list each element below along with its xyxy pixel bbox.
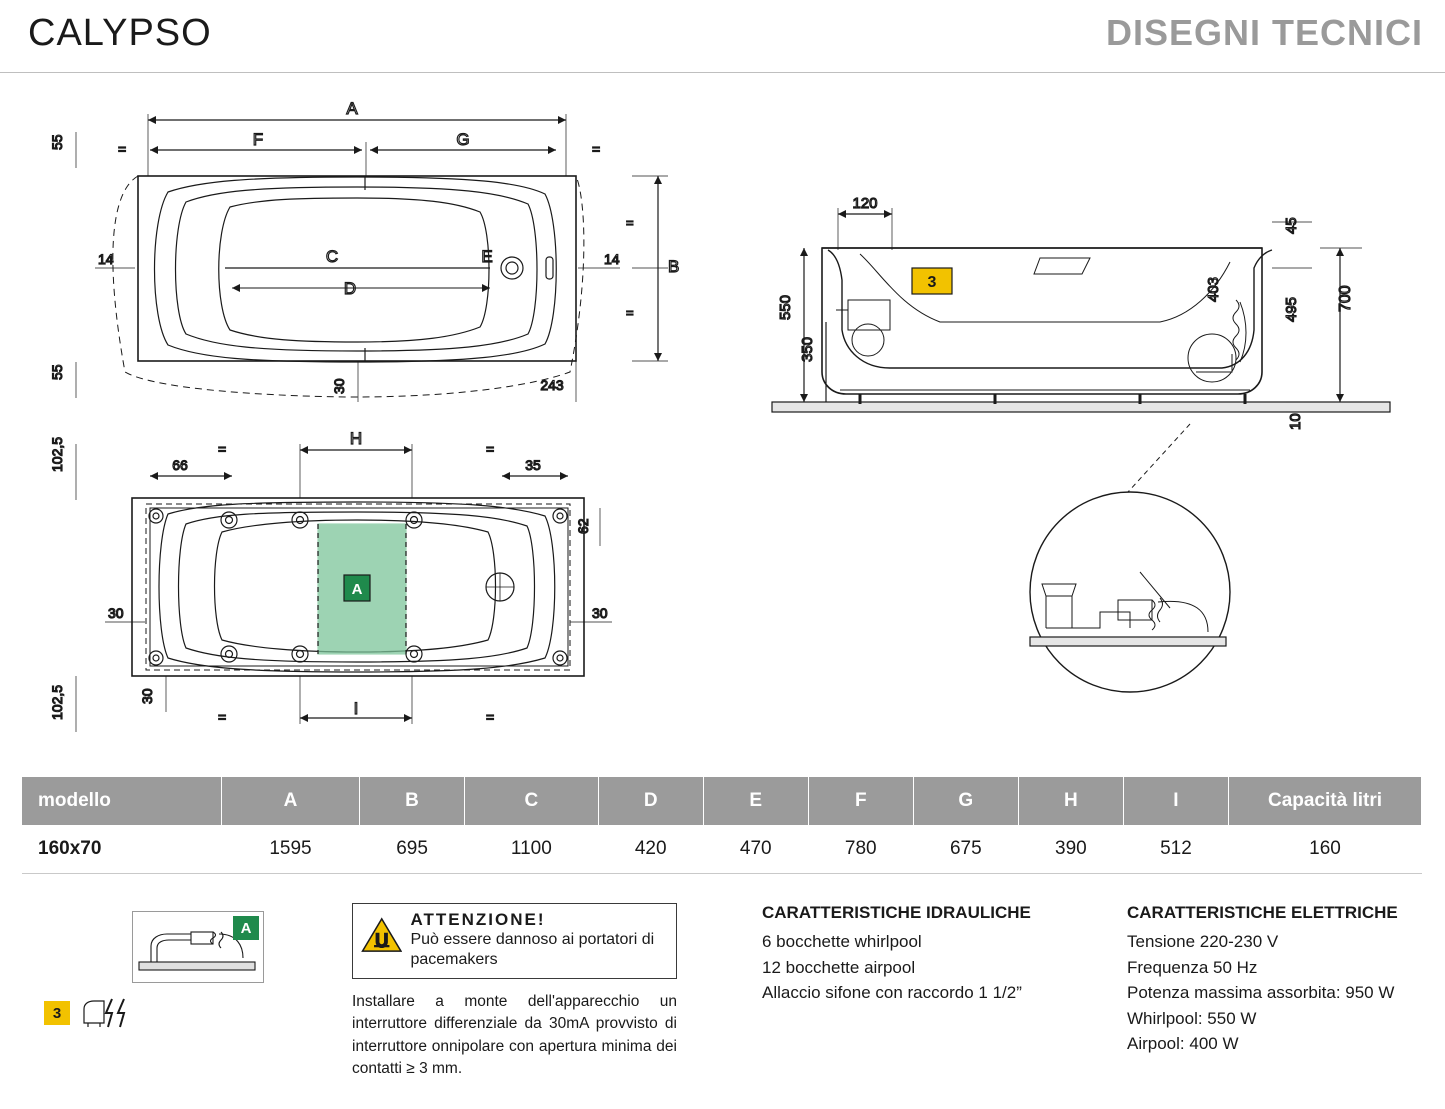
electric-shock-icon xyxy=(78,995,130,1033)
table-header-capacity: Capacità litri xyxy=(1229,777,1422,825)
electric-line-5: Airpool: 400 W xyxy=(1127,1034,1239,1053)
svg-text:14: 14 xyxy=(604,251,620,267)
svg-text:45: 45 xyxy=(1283,217,1300,234)
svg-text:30: 30 xyxy=(108,605,124,621)
svg-text:=: = xyxy=(486,709,495,725)
table-header-a: A xyxy=(222,777,360,825)
legend-three-badge: 3 xyxy=(44,1001,70,1025)
table-header-i: I xyxy=(1123,777,1228,825)
cell-i: 512 xyxy=(1123,825,1228,874)
svg-text:C: C xyxy=(325,247,339,266)
legend-detail-box xyxy=(132,911,264,983)
drawing-svg xyxy=(0,72,1445,762)
svg-text:495: 495 xyxy=(1283,296,1300,322)
svg-text:=: = xyxy=(218,709,227,725)
svg-text:=: = xyxy=(592,141,601,157)
table-header-c: C xyxy=(465,777,599,825)
svg-text:66: 66 xyxy=(172,457,188,473)
svg-text:G: G xyxy=(456,130,470,149)
svg-text:=: = xyxy=(626,305,634,320)
hydraulic-line-2: 12 bocchette airpool xyxy=(762,957,916,977)
svg-text:D: D xyxy=(343,279,357,298)
cell-modello: 160x70 xyxy=(22,825,222,874)
page-title: CALYPSO xyxy=(28,12,212,54)
electric-line-4: Whirlpool: 550 W xyxy=(1127,1008,1257,1028)
dimensions-table xyxy=(22,777,1422,874)
cell-b: 695 xyxy=(360,825,465,874)
svg-text:30: 30 xyxy=(331,378,347,394)
cell-g: 675 xyxy=(913,825,1018,874)
svg-text:62: 62 xyxy=(575,518,591,534)
warning-block xyxy=(352,903,677,1081)
svg-text:=: = xyxy=(118,141,127,157)
svg-text:550: 550 xyxy=(777,294,794,320)
table-header-b: B xyxy=(360,777,465,825)
svg-text:B: B xyxy=(668,257,680,276)
svg-text:102,5: 102,5 xyxy=(49,684,65,720)
svg-text:30: 30 xyxy=(139,688,155,704)
svg-text:=: = xyxy=(626,215,634,230)
electric-line-1: Tensione 220-230 V xyxy=(1127,932,1279,951)
cell-h: 390 xyxy=(1018,825,1123,874)
electric-line-2: Frequenza 50 Hz xyxy=(1127,957,1258,977)
svg-text:A: A xyxy=(351,581,363,598)
table-header-h: H xyxy=(1018,777,1123,825)
cell-capacity: 160 xyxy=(1229,825,1422,874)
svg-text:350: 350 xyxy=(799,336,816,362)
cell-e: 470 xyxy=(703,825,808,874)
technical-drawings xyxy=(0,72,1445,762)
svg-text:=: = xyxy=(486,441,495,457)
electric-line-3: Potenza massima assorbita: 950 W xyxy=(1127,983,1395,1002)
svg-text:30: 30 xyxy=(592,605,608,621)
page-header xyxy=(0,0,1445,73)
svg-text:120: 120 xyxy=(852,195,878,212)
svg-text:403: 403 xyxy=(1205,276,1222,302)
page-subtitle: DISEGNI TECNICI xyxy=(1105,12,1423,53)
bottom-info xyxy=(22,893,1432,1093)
electric-specs xyxy=(1127,903,1445,1057)
electric-heading: CARATTERISTICHE ELETTRICHE xyxy=(1127,903,1398,922)
warning-body: Installare a monte dell'apparecchio un interruttore differenziale da 30mA provvisto di interruttore onnipolare con apertura minima dei contatti ≥ 3 mm. xyxy=(352,993,677,1078)
hydraulic-specs xyxy=(762,903,1112,1006)
hydraulic-line-1: 6 bocchette whirlpool xyxy=(762,932,922,951)
cell-d: 420 xyxy=(598,825,703,874)
svg-text:=: = xyxy=(218,441,227,457)
svg-text:3: 3 xyxy=(927,274,937,291)
svg-text:14: 14 xyxy=(98,251,114,267)
svg-text:55: 55 xyxy=(49,134,65,150)
table-header-d: D xyxy=(598,777,703,825)
svg-text:102,5: 102,5 xyxy=(49,436,65,472)
svg-text:10: 10 xyxy=(1287,413,1304,430)
svg-text:E: E xyxy=(481,247,493,266)
svg-text:A: A xyxy=(346,99,358,118)
warning-triangle-icon xyxy=(361,910,402,960)
cell-a: 1595 xyxy=(222,825,360,874)
table-header-row xyxy=(22,777,1422,825)
svg-text:55: 55 xyxy=(49,364,65,380)
svg-text:H: H xyxy=(349,429,363,448)
table-header-g: G xyxy=(913,777,1018,825)
warning-title: ATTENZIONE! xyxy=(410,910,546,929)
hydraulic-heading: CARATTERISTICHE IDRAULICHE xyxy=(762,903,1031,922)
warning-box xyxy=(352,903,677,979)
svg-text:35: 35 xyxy=(525,457,541,473)
svg-text:700: 700 xyxy=(1337,285,1354,312)
table-row xyxy=(22,825,1422,874)
cell-f: 780 xyxy=(808,825,913,874)
hydraulic-line-3: Allaccio sifone con raccordo 1 1/2” xyxy=(762,983,1022,1002)
svg-text:243: 243 xyxy=(540,377,564,393)
table-header-modello: modello xyxy=(22,777,222,825)
legend-a-badge: A xyxy=(233,916,259,940)
table-header-f: F xyxy=(808,777,913,825)
warning-lead: Può essere dannoso ai portatori di pacemakers xyxy=(410,931,655,968)
svg-text:I: I xyxy=(353,699,359,718)
table-header-e: E xyxy=(703,777,808,825)
cell-c: 1100 xyxy=(465,825,599,874)
svg-text:F: F xyxy=(252,130,264,149)
